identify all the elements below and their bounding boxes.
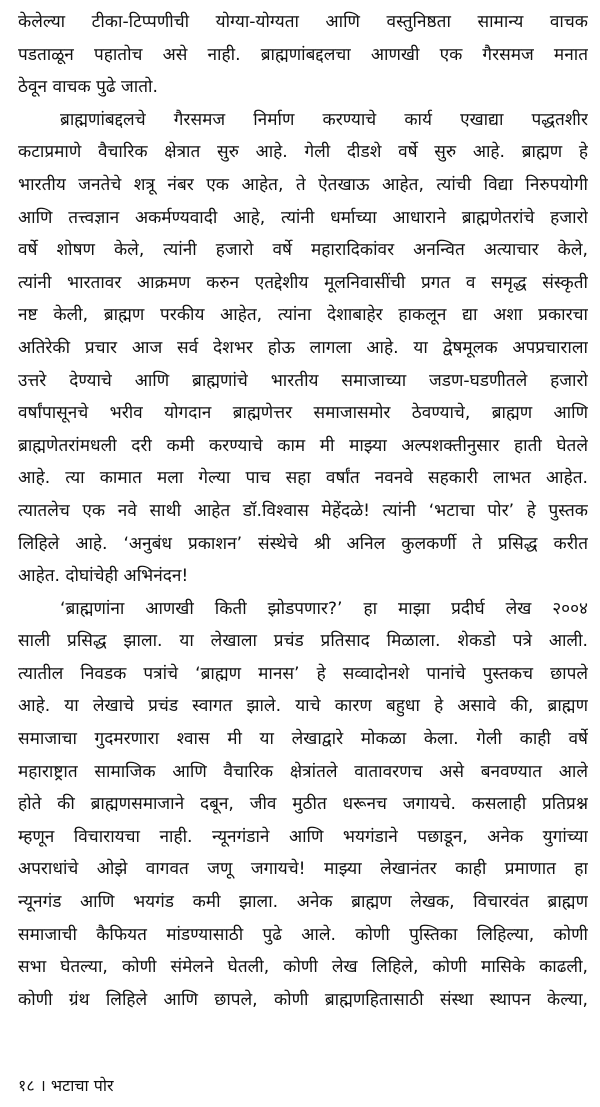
text-line: महाराष्ट्रात सामाजिक आणि वैचारिक क्षेत्रांतले वातावरणच असे बनवण्यात आले (18, 761, 588, 782)
text-line: आहेत. दोघांचेही अभिनंदन! (18, 566, 189, 587)
text-line: त्यातलेच एक नवे साथी आहेत डॉ.विश्वास मेहेंदळे! त्यांनी ‘भटाचा पोर’ हे पुस्तक (18, 500, 588, 521)
text-line: त्यांनी भारतावर आक्रमण करुन एतद्देशीय मूलनिवासींची प्रगत व समृद्ध संस्कृती (18, 272, 588, 293)
footer-separator: । (39, 1076, 46, 1095)
page-footer (18, 1074, 114, 1098)
text-line: अपराधांचे ओझे वागवत जणू जगायचे! माझ्या लेखानंतर काही प्रमाणात हा (18, 859, 588, 880)
text-line: होते की ब्राह्मणसमाजाने दबून, जीव मुठीत धरूनच जगायचे. कसलाही प्रतिप्रश्न (18, 794, 588, 815)
text-line: पडताळून पहातोच असे नाही. ब्राह्मणांबद्दलचा आणखी एक गैरसमज मनात (18, 44, 588, 65)
text-line: उत्तरे देण्याचे आणि ब्राह्मणांचे भारतीय समाजाच्या जडण-घडणीतले हजारो (18, 370, 588, 391)
paragraph (18, 104, 588, 593)
text-line: नष्ट केली, ब्राह्मण परकीय आहेत, त्यांना देशाबाहेर हाकलून द्या अशा प्रकारचा (18, 305, 588, 326)
running-title: भटाचा पोर (50, 1076, 114, 1095)
page-number: १८ (18, 1076, 35, 1095)
paragraph (18, 593, 588, 1017)
text-line: न्यूनगंड आणि भयगंड कमी झाला. अनेक ब्राह्मण लेखक, विचारवंत ब्राह्मण (18, 892, 588, 913)
text-line: वर्षांपासूनचे भरीव योगदान ब्राह्मणेत्तर समाजासमोर ठेवण्याचे, ब्राह्मण आणि (18, 403, 588, 424)
body-text (18, 6, 588, 1016)
text-line: लिहिले आहे. ‘अनुबंध प्रकाशन’ संस्थेचे श्री अनिल कुलकर्णी ते प्रसिद्ध करीत (18, 533, 588, 554)
text-line: आहे. या लेखाचे प्रचंड स्वागत झाले. याचे कारण बहुधा हे असावे की, ब्राह्मण (18, 696, 588, 717)
text-line: समाजाचा गुदमरणारा श्वास मी या लेखाद्वारे मोकळा केला. गेली काही वर्षे (18, 729, 588, 750)
text-line: भारतीय जनतेचे शत्रू नंबर एक आहेत, ते ऐतखाऊ आहेत, त्यांची विद्या निरुपयोगी (18, 174, 588, 195)
text-line: त्यातील निवडक पत्रांचे ‘ब्राह्मण मानस’ हे सव्वादोनशे पानांचे पुस्तकच छापले (18, 663, 588, 684)
text-line: म्हणून विचारायचा नाही. न्यूनगंडाने आणि भयगंडाने पछाडून, अनेक युगांच्या (18, 826, 588, 847)
paragraph (18, 6, 588, 104)
text-line: वर्षे शोषण केले, त्यांनी हजारो वर्षे महारादिकांवर अनन्वित अत्याचार केले, (18, 240, 588, 261)
text-line: ब्राह्मणेतरांमधली दरी कमी करण्याचे काम मी माझ्या अल्पशक्तीनुसार हाती घेतले (18, 435, 588, 456)
text-line: केलेल्या टीका-टिप्पणीची योग्या-योग्यता आणि वस्तुनिष्ठता सामान्य वाचक (18, 12, 588, 32)
text-line: ‘ब्राह्मणांना आणखी किती झोडपणार?’ हा माझा प्रदीर्घ लेख २००४ (60, 598, 588, 619)
text-line: अतिरेकी प्रचार आज सर्व देशभर होऊ लागला आहे. या द्वेषमूलक अपप्रचाराला (18, 337, 588, 358)
text-line: सभा घेतल्या, कोणी संमेलने घेतली, कोणी लेख लिहिले, कोणी मासिके काढली, (18, 957, 588, 978)
text-line: समाजाची कैफियत मांडण्यासाठी पुढे आले. कोणी पुस्तिका लिहिल्या, कोणी (18, 924, 588, 945)
text-line: साली प्रसिद्ध झाला. या लेखाला प्रचंड प्रतिसाद मिळाला. शेकडो पत्रे आली. (18, 631, 588, 652)
text-line: कटाप्रमाणे वैचारिक क्षेत्रात सुरु आहे. गेली दीडशे वर्षे सुरु आहे. ब्राह्मण हे (18, 142, 588, 163)
text-line: कोणी ग्रंथ लिहिले आणि छापले, कोणी ब्राह्मणहितासाठी संस्था स्थापन केल्या, (18, 989, 588, 1010)
text-line: ब्राह्मणांबद्दलचे गैरसमज निर्माण करण्याचे कार्य एखाद्या पद्धतशीर (60, 109, 588, 130)
text-line: आणि तत्त्वज्ञान अकर्मण्यवादी आहे, त्यांनी धर्माच्या आधाराने ब्राह्मणेतरांचे हजारो (18, 207, 588, 228)
text-line: आहे. त्या कामात मला गेल्या पाच सहा वर्षांत नवनवे सहकारी लाभत आहेत. (18, 468, 588, 489)
text-line: ठेवून वाचक पुढे जातो. (18, 77, 158, 98)
